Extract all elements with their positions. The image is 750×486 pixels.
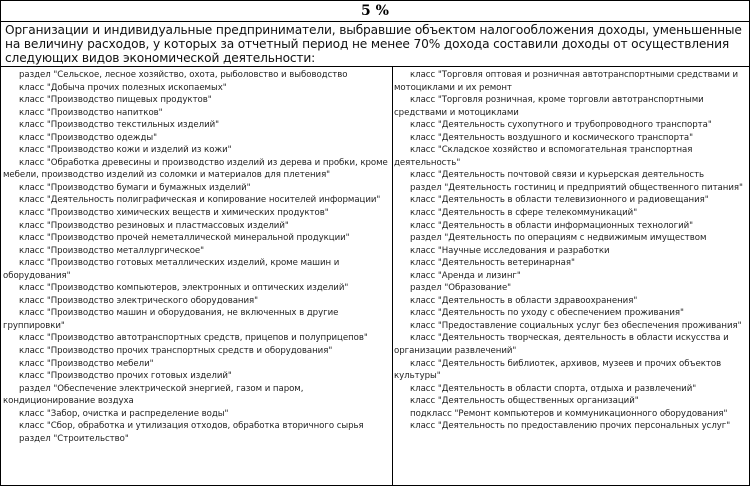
activity-item: класс "Деятельность в области телевизионного и радиовещания" [410,195,709,206]
activity-item: класс "Аренда и лизинг" [410,270,521,281]
activity-item: класс "Деятельность в области информационных технологий" [410,220,694,231]
activity-columns [1,67,749,485]
activity-item: класс "Торговля розничная, кроме торговли автотранспортными средствами и мотоциклами [394,95,704,118]
activity-item: класс "Сбор, обработка и утилизация отходов, обработка вторичного сырья [19,421,364,432]
activity-item: класс "Деятельность по уходу с обеспечением проживания" [410,308,684,319]
activity-item: класс "Производство текстильных изделий" [19,120,220,131]
activity-item: класс "Забор, очистка и распределение воды" [19,408,229,419]
activity-item: класс "Производство бумаги и бумажных изделий" [19,182,251,193]
activity-item: класс "Деятельность полиграфическая и копирование носителей информации" [19,195,381,206]
activity-item: класс "Производство прочих транспортных средств и оборудования" [19,346,333,357]
activity-item: класс "Предоставление социальных услуг без обеспечения проживания" [410,320,742,331]
activity-item: класс "Научные исследования и разработки [410,245,610,256]
activity-item: класс "Деятельность творческая, деятельность в области искусства и организации развлечений" [394,333,729,357]
activity-item: раздел "Деятельность гостиниц и предприятий общественного питания" [410,182,743,193]
activity-item: класс "Производство прочих готовых изделий" [19,371,232,382]
activity-item: раздел "Сельское, лесное хозяйство, охота, рыболовство и выбоводство [19,70,348,80]
activity-item: класс "Производство автотранспортных средств, прицепов и полуприцепов" [19,333,368,344]
activity-item: класс "Деятельность ветеринарная" [410,258,575,269]
tax-rate-header: 5 % [1,1,749,22]
activity-item: класс "Деятельность воздушного и космического транспорта" [410,132,694,143]
activity-item: класс "Производство прочей неметаллической минеральной продукции" [19,233,350,244]
activity-item: класс "Деятельность в области спорта, отдыха и развлечений" [410,383,697,394]
activity-list-left [1,67,393,485]
activity-item: класс "Деятельность общественных организаций" [410,396,639,407]
activity-item: класс "Деятельность по предоставлению прочих персональных услуг" [410,421,731,432]
eligibility-description: Организации и индивидуальные предприниматели, выбравшие объектом налогообложения доходы, уменьшенные на величину расходов, у которых за отчетный период не менее 70% дохода составили доходы от осуществления следующих видов экономической деятельности: [1,22,749,67]
activity-item: класс "Производство химических веществ и химических продуктов" [19,208,329,219]
activity-item: класс "Деятельность в области здравоохранения" [410,295,638,306]
activity-item: подкласс "Ремонт компьютеров и коммуникационного оборудования" [410,408,728,419]
activity-item: класс "Производство металлургическое" [19,245,205,256]
activity-item: класс "Добыча прочих полезных ископаемых" [19,82,227,93]
activity-item: класс "Производство электрического оборудования" [19,295,259,306]
activity-item: класс "Производство пищевых продуктов" [19,95,212,106]
activity-item: класс "Обработка древесины и производство изделий из дерева и пробки, кроме мебели, производство изделий из соломки и материалов для плетения" [3,157,388,181]
activity-item: класс "Производство компьютеров, электронных и оптических изделий" [19,283,349,294]
activity-item: класс "Производство машин и оборудования, не включенных в другие группировки" [3,308,339,331]
activity-item: раздел "Образование" [410,283,512,294]
activity-item: класс "Производство кожи и изделий из кожи" [19,145,232,156]
activity-item: класс "Производство готовых металлических изделий, кроме машин и оборудования" [3,258,340,281]
activity-item: класс "Производство напитков" [19,107,163,118]
activity-item: класс "Деятельность сухопутного и трубопроводного транспорта" [410,120,712,131]
activity-item: раздел "Обеспечение электрической энергией, газом и паром, кондиционирование воздуха [3,383,304,407]
activity-item: класс "Деятельность почтовой связи и курьерская деятельность [410,170,705,181]
activity-item: класс "Деятельность библиотек, архивов, музеев и прочих объектов культуры" [394,358,722,382]
activity-item: раздел "Деятельность по операциям с недвижимым имуществом [410,233,707,244]
activity-item: класс "Торговля оптовая и розничная автотранспортными средствами и мотоциклами и их ремонт [394,70,739,93]
activity-item: класс "Деятельность в сфере телекоммуникаций" [410,208,638,219]
activity-item: класс "Производство одежды" [19,132,158,143]
activity-item: класс "Производство мебели" [19,358,154,369]
activity-list-right [393,67,749,485]
activity-item: раздел "Строительство" [19,433,129,444]
activity-item: класс "Складское хозяйство и вспомогательная транспортная деятельность" [394,145,693,168]
activity-item: класс "Производство резиновых и пластмассовых изделий" [19,220,289,231]
